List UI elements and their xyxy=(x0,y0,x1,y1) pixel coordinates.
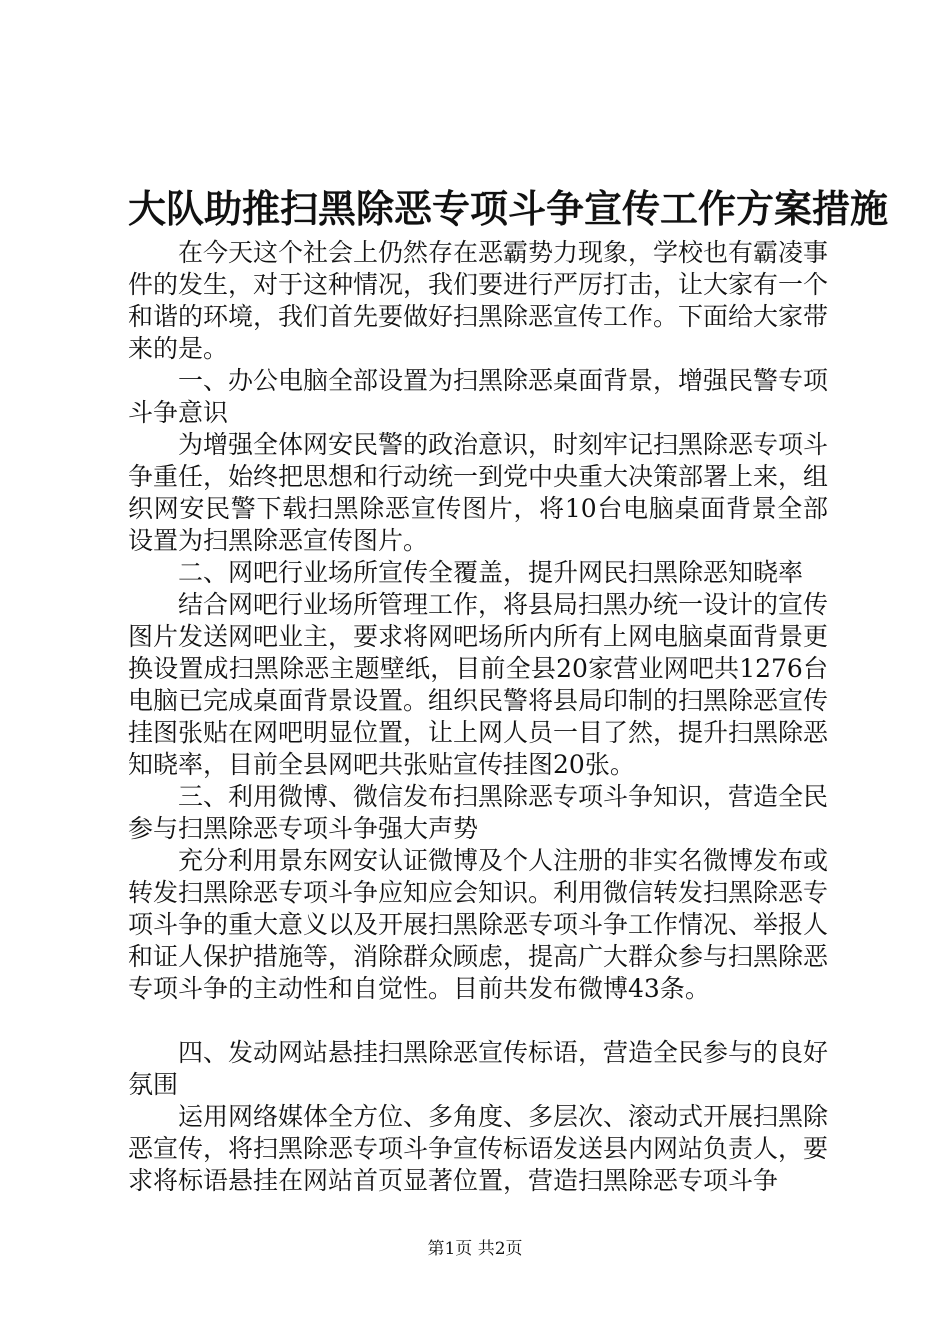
document-body xyxy=(128,237,828,1197)
paragraph-section-3: 充分利用景东网安认证微博及个人注册的非实名微博发布或转发扫黑除恶专项斗争应知应会知识。利用微信转发扫黑除恶专项斗争的重大意义以及开展扫黑除恶专项斗争工作情况、举报人和证人保护措施等，消除群众顾虑，提高广大群众参与扫黑除恶专项斗争的主动性和自觉性。目前共发布微博43条。 xyxy=(128,846,829,1003)
heading-section-1: 一、办公电脑全部设置为扫黑除恶桌面背景，增强民警专项斗争意识 xyxy=(128,366,829,427)
document-title: 大队助推扫黑除恶专项斗争宣传工作方案措施 xyxy=(128,186,889,231)
page-footer: 第1页 共2页 xyxy=(427,1239,523,1259)
paragraph-section-4: 运用网络媒体全方位、多角度、多层次、滚动式开展扫黑除恶宣传，将扫黑除恶专项斗争宣传标语发送县内网站负责人，要求将标语悬挂在网站首页显著位置，营造扫黑除恶专项斗争 xyxy=(128,1102,829,1195)
heading-section-2: 二、网吧行业场所宣传全覆盖，提升网民扫黑除恶知晓率 xyxy=(178,558,804,587)
paragraph-section-2: 结合网吧行业场所管理工作，将县局扫黑办统一设计的宣传图片发送网吧业主，要求将网吧场所内所有上网电脑桌面背景更换设置成扫黑除恶主题壁纸，目前全县20家营业网吧共1276台电脑已完成桌面背景设置。组织民警将县局印制的扫黑除恶宣传挂图张贴在网吧明显位置，让上网人员一目了然，提升扫黑除恶知晓率，目前全县网吧共张贴宣传挂图20张。 xyxy=(128,590,829,779)
paragraph-section-1: 为增强全体网安民警的政治意识，时刻牢记扫黑除恶专项斗争重任，始终把思想和行动统一到党中央重大决策部署上来，组织网安民警下载扫黑除恶宣传图片，将10台电脑桌面背景全部设置为扫黑除恶宣传图片。 xyxy=(128,430,829,555)
paragraph-intro: 在今天这个社会上仍然存在恶霸势力现象，学校也有霸凌事件的发生，对于这种情况，我们要进行严厉打击，让大家有一个和谐的环境，我们首先要做好扫黑除恶宣传工作。下面给大家带来的是。 xyxy=(128,238,829,363)
heading-section-3: 三、利用微博、微信发布扫黑除恶专项斗争知识，营造全民参与扫黑除恶专项斗争强大声势 xyxy=(128,782,829,843)
heading-section-4: 四、发动网站悬挂扫黑除恶宣传标语，营造全民参与的良好氛围 xyxy=(128,1038,829,1099)
